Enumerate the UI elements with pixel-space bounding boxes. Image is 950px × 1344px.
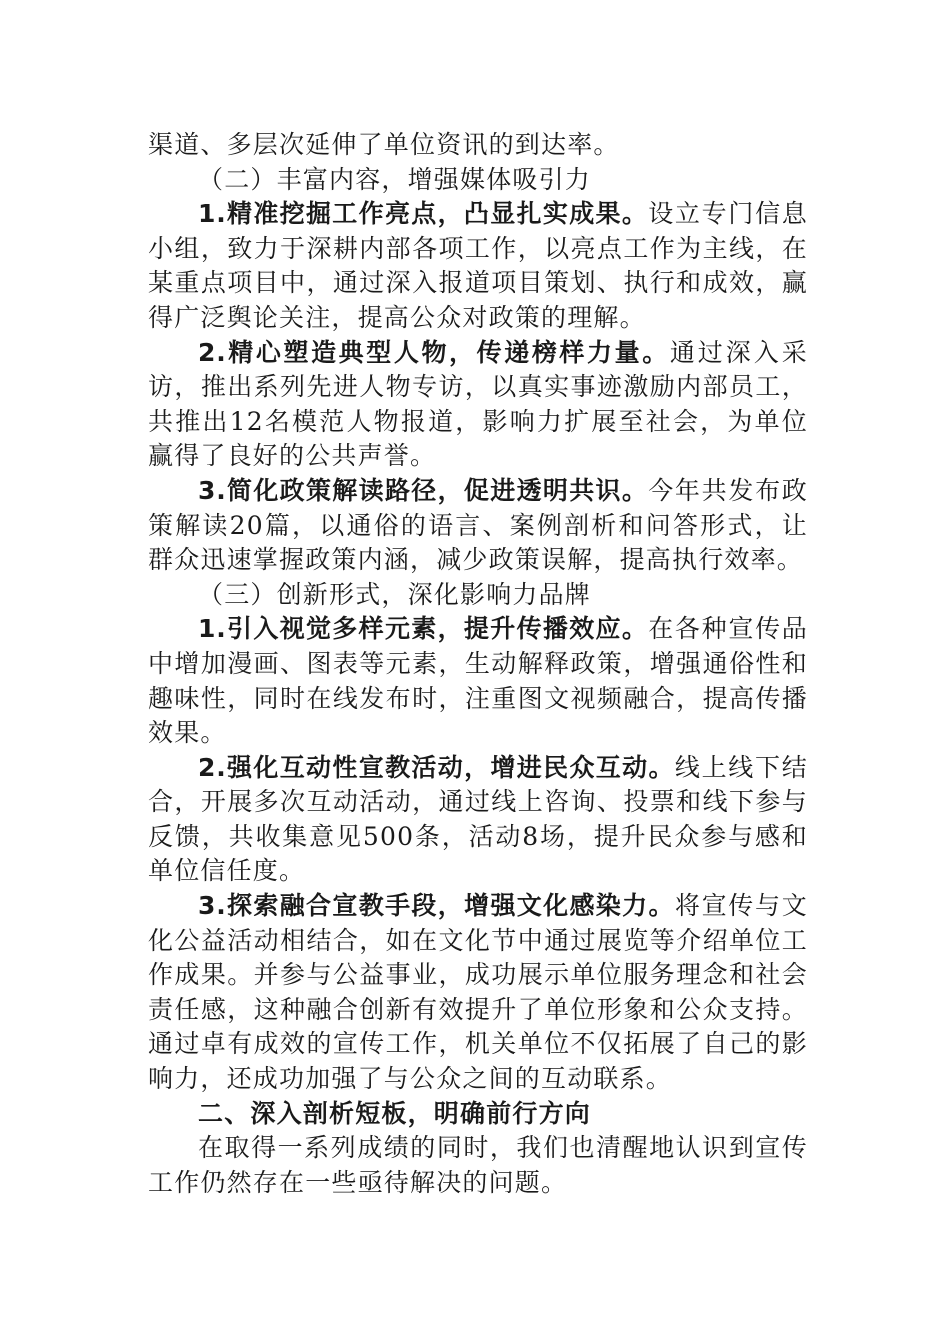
subheading-innovate-form: （三）创新形式，深化影响力品牌 [198,579,592,609]
paragraph-item-3 [148,474,808,578]
paragraph-final: 在取得一系列成绩的同时，我们也清醒地认识到宣传工作仍然存在一些亟待解决的问题。 [148,1133,808,1197]
paragraph-item-5 [148,751,808,889]
section-heading-2: 二、深入剖析短板，明确前行方向 [198,1098,592,1128]
paragraph-item-1 [148,197,808,335]
item-2-text: 通过深入采访，推出系列先进人物专访，以真实事迹激励内部员工，共推出12名模范人物报道，影响力扩展至社会，为单位赢得了良好的公共声誉。 [148,337,808,471]
item-3-title: 3.简化政策解读路径，促进透明共识。 [198,475,649,505]
item-4-text: 在各种宣传品中增加漫画、图表等元素，生动解释政策，增强通俗性和趣味性，同时在线发布时，注重图文视频融合，提高传播效果。 [148,614,809,748]
item-5-text: 线上线下结合，开展多次互动活动，通过线上咨询、投票和线下参与反馈，共收集意见500条，活动8场，提升民众参与感和单位信任度。 [148,752,808,886]
paragraph-item-4 [148,612,808,750]
item-4-title: 1.引入视觉多样元素，提升传播效应。 [198,614,649,644]
item-5-title: 2.强化互动性宣教活动，增进民众互动。 [198,752,675,782]
paragraph-item-2 [148,336,808,474]
item-1-text: 设立专门信息小组，致力于深耕内部各项工作，以亮点工作为主线，在某重点项目中，通过深入报道项目策划、执行和成效，赢得广泛舆论关注，提高公众对政策的理解。 [148,199,809,332]
subheading-enrich-content: （二）丰富内容，增强媒体吸引力 [198,164,592,194]
document-page [148,128,808,1200]
item-3-text: 今年共发布政策解读20篇，以通俗的语言、案例剖析和问答形式，让群众迅速掌握政策内涵，减少政策误解，提高执行效率。 [148,475,809,575]
paragraph-continuation: 渠道、多层次延伸了单位资讯的到达率。 [148,130,620,159]
item-6-title: 3.探索融合宣教手段，增强文化感染力。 [198,891,675,921]
item-1-title: 1.精准挖掘工作亮点，凸显扎实成果。 [198,199,649,229]
item-6-text: 将宣传与文化公益活动相结合，如在文化节中通过展览等介绍单位工作成果。并参与公益事业，成功展示单位服务理念和社会责任感，这种融合创新有效提升了单位形象和公众支持。通过卓有成效的宣传工作，机关单位不仅拓展了自己的影响力，还成功加强了与公众之间的互动联系。 [148,891,808,1094]
item-2-title: 2.精心塑造典型人物，传递榜样力量。 [198,337,670,367]
paragraph-item-6 [148,889,808,1097]
